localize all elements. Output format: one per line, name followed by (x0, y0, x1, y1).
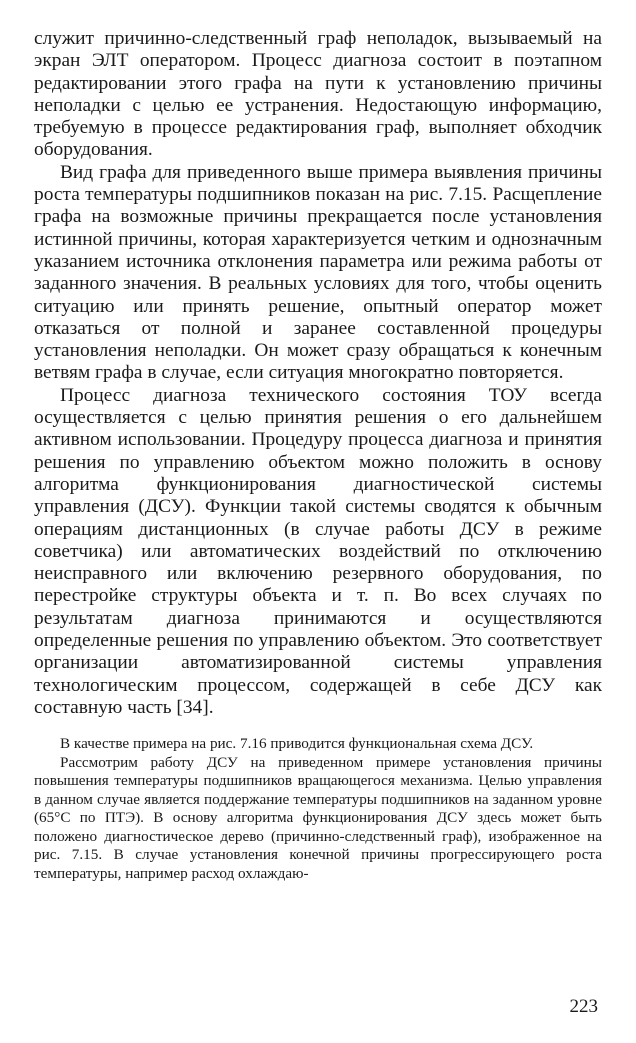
paragraph-diagnosis-process: Процесс диагноза технического состояния ТОУ всегда осуществляется с целью принятия решения о его дальнейшем активном использовании. Процедуру процесса диагноза и принятия решения по управлению объектом можно положить в основу алгоритма функционирования диагностической системы управления (ДСУ). Функции такой системы сводятся к обычным операциям дистанционных (в случае работы ДСУ в режиме советчика) или автоматических воздействий по отключению неисправного или включению резервного оборудования, по перестройке структуры объекта и т. п. Во всех случаях по результатам диагноза принимаются и осуществляются определенные решения по управлению объектом. Это соответствует организации автоматизированной системы управления технологическим процессом, содержащей в себе ДСУ как составную часть [34]. (34, 384, 602, 718)
page-number: 223 (569, 996, 598, 1017)
page-body (34, 28, 602, 883)
section-gap (34, 719, 602, 735)
paragraph-graph-description: Вид графа для приведенного выше примера выявления причины роста температуры подшипников показан на рис. 7.15. Расщепление графа на возможные причины прекращается после установления истинной причины, которая характеризуется четким и однозначным указанием источника отклонения параметра или режима работы от заданного значения. В реальных условиях для того, чтобы оценить ситуацию или принять решение, опытный оператор может отказаться от полной и заранее составленной процедуры установления неполадки. Он может сразу обращаться к конечным ветвям графа в случае, если ситуация многократно повторяется. (34, 161, 602, 384)
small-paragraph-figure-reference: В качестве примера на рис. 7.16 приводится функциональная схема ДСУ. (60, 735, 534, 753)
small-paragraph-example: Рассмотрим работу ДСУ на приведенном примере установления причины повышения температуры подшипников вращающегося механизма. Целью управления в данном случае является поддержание температуры подшипников на заданном уровне (65°C по ПТЭ). В основу алгоритма функционирования ДСУ здесь может быть положено диагностическое дерево (причинно-следственный граф), изображенное на рис. 7.15. В случае установления конечной причины прогрессирующего роста температуры, например расход охлаждаю- (34, 753, 602, 882)
paragraph-continuation: служит причинно-следственный граф неполадок, вызываемый на экран ЭЛТ оператором. Процесс диагноза состоит в поэтапном редактировании этого графа на пути к установлению причины неполадки с целью ее устранения. Недостающую информацию, требуемую в процессе редактирования граф, выполняет обходчик оборудования. (34, 28, 602, 161)
